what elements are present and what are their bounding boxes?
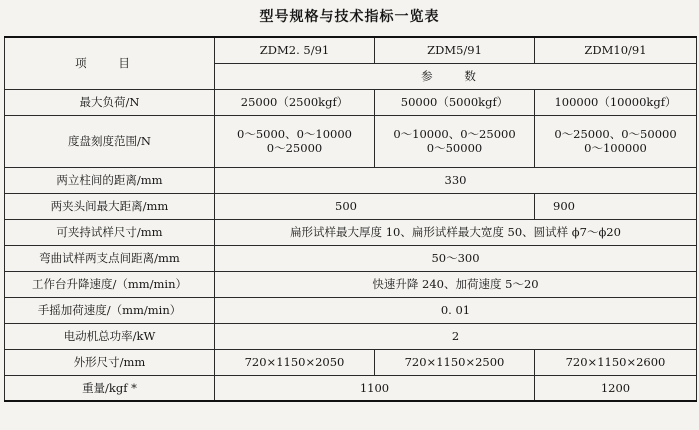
item-header: 项 目 xyxy=(5,37,215,89)
cell-value: 快速升降 240、加荷速度 5～20 xyxy=(215,271,697,297)
cell-line: 0～25000 xyxy=(266,141,323,155)
cell-value: 1100 xyxy=(215,375,535,401)
cell-line: 0～10000、0～25000 xyxy=(393,126,516,141)
cell-value xyxy=(535,115,697,167)
cell-value: 720×1150×2600 xyxy=(535,349,697,375)
cell-value: 扁形试样最大厚度 10、扁形试样最大宽度 50、圆试样 ϕ7～ϕ20 xyxy=(215,219,697,245)
spec-table xyxy=(4,36,697,402)
cell-value: 50000（5000kgf） xyxy=(375,89,535,115)
cell-line: 0～5000、0～10000 xyxy=(237,126,352,141)
cell-value xyxy=(375,115,535,167)
table-row xyxy=(5,375,697,401)
table-row xyxy=(5,349,697,375)
table-row xyxy=(5,271,697,297)
model-header-3: ZDM10/91 xyxy=(535,37,697,63)
table-row xyxy=(5,245,697,271)
cell-value: 50～300 xyxy=(215,245,697,271)
model-header-2: ZDM5/91 xyxy=(375,37,535,63)
table-row xyxy=(5,167,697,193)
table-title: 型号规格与技术指标一览表 xyxy=(259,9,440,25)
table-row xyxy=(5,89,697,115)
model-header-1: ZDM2. 5/91 xyxy=(215,37,375,63)
table-row xyxy=(5,115,697,167)
cell-value: 1200 xyxy=(535,375,697,401)
row-label: 最大负荷/N xyxy=(5,89,215,115)
row-label: 工作台升降速度/（mm/min） xyxy=(5,271,215,297)
cell-value: 100000（10000kgf） xyxy=(535,89,697,115)
cell-value: 25000（2500kgf） xyxy=(215,89,375,115)
cell-value: 720×1150×2500 xyxy=(375,349,535,375)
row-label: 两夹头间最大距离/mm xyxy=(5,193,215,219)
cell-line: 0～50000 xyxy=(426,141,483,155)
row-label: 电动机总功率/kW xyxy=(5,323,215,349)
params-header: 参 数 xyxy=(215,63,697,89)
row-label: 可夹持试样尺寸/mm xyxy=(5,219,215,245)
row-label: 度盘刻度范围/N xyxy=(5,115,215,167)
table-row xyxy=(5,219,697,245)
header-models-row xyxy=(5,37,697,63)
row-label: 两立柱间的距离/mm xyxy=(5,167,215,193)
cell-value xyxy=(215,115,375,167)
row-label: 手摇加荷速度/（mm/min） xyxy=(5,297,215,323)
cell-value: 720×1150×2050 xyxy=(215,349,375,375)
table-row xyxy=(5,297,697,323)
cell-value: 2 xyxy=(215,323,697,349)
cell-value: 900 xyxy=(535,193,697,219)
row-label: 重量/kgf * xyxy=(5,375,215,401)
table-row xyxy=(5,323,697,349)
row-label: 弯曲试样两支点间距离/mm xyxy=(5,245,215,271)
cell-line: 0～25000、0～50000 xyxy=(554,126,677,141)
cell-value: 330 xyxy=(215,167,697,193)
row-label: 外形尺寸/mm xyxy=(5,349,215,375)
table-row xyxy=(5,193,697,219)
cell-value: 500 xyxy=(215,193,535,219)
cell-line: 0～100000 xyxy=(584,141,647,155)
cell-value: 0. 01 xyxy=(215,297,697,323)
